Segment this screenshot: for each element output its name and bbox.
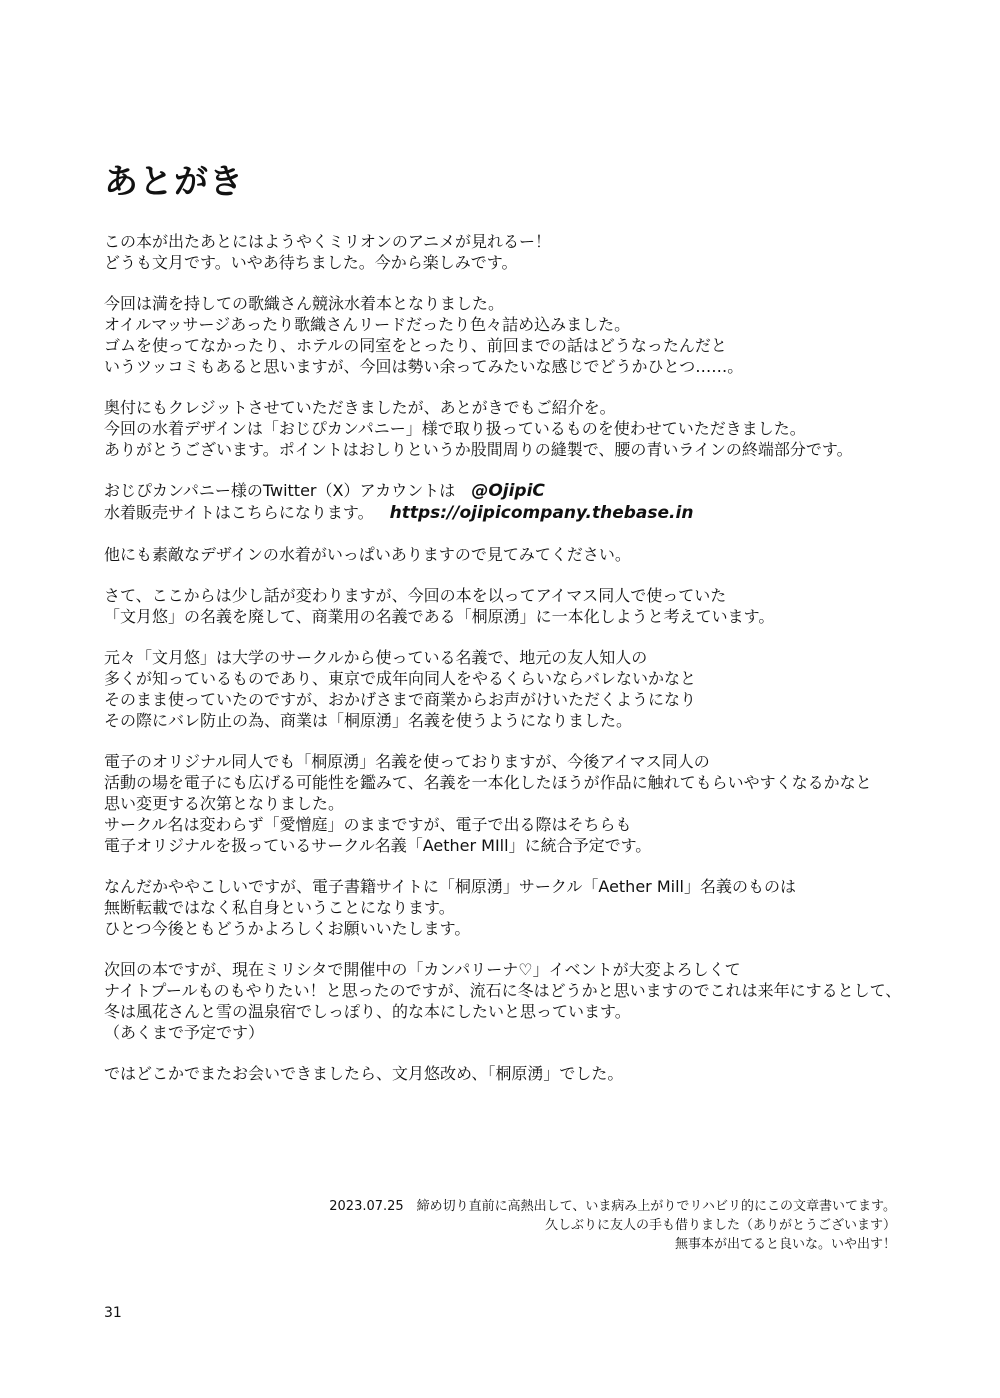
- text-line: 多くが知っているものであり、東京で成年向同人をやるくらいならバレないかなと: [104, 669, 697, 688]
- text-line: いうツッコミもあると思いますが、今回は勢い余ってみたいな感じでどうかひとつ……。: [104, 357, 744, 376]
- text-line: ありがとうございます。ポイントはおしりというか股間周りの縫製で、腰の青いラインの終端部分です。: [104, 440, 853, 459]
- text-line: なんだかややこしいですが、電子書籍サイトに「桐原湧」サークル「Aether Mill」名義のものは: [104, 877, 796, 896]
- paragraph: [104, 231, 964, 273]
- dated-footnote: [329, 1197, 896, 1254]
- shop-label: 水着販売サイトはこちらになります。: [104, 503, 374, 522]
- shop-row: [104, 502, 964, 524]
- text-line: 今回は満を持しての歌織さん競泳水着本となりました。: [104, 294, 505, 313]
- paragraph: [104, 397, 964, 460]
- text-line: ひとつ今後ともどうかよろしくお願いいたします。: [104, 919, 471, 938]
- text-line: オイルマッサージあったり歌織さんリードだったり色々詰め込みました。: [104, 315, 631, 334]
- footnote-line: 無事本が出てると良いな。いや出す！: [674, 1237, 896, 1252]
- paragraph: [104, 1063, 964, 1084]
- text-line: ではどこかでまたお会いできましたら、文月悠改め、「桐原湧」でした。: [104, 1064, 624, 1083]
- text-line: 活動の場を電子にも広げる可能性を鑑みて、名義を一本化したほうが作品に触れてもらいやすくなるかなと: [104, 773, 872, 792]
- text-line: 奥付にもクレジットさせていただきましたが、あとがきでもご紹介を。: [104, 398, 616, 417]
- text-line: 今回の水着デザインは「おじぴカンパニー」様で取り扱っているものを使わせていただきました。: [104, 419, 806, 438]
- text-line: （あくまで予定です）: [104, 1023, 265, 1042]
- text-line: 無断転載ではなく私自身ということになります。: [104, 898, 455, 917]
- text-line: その際にバレ防止の為、商業は「桐原湧」名義を使うようになりました。: [104, 711, 633, 730]
- text-line: 冬は風花さんと雪の温泉宿でしっぽり、的な本にしたいと思っています。: [104, 1002, 631, 1021]
- links-paragraph: [104, 480, 964, 524]
- paragraph: [104, 959, 964, 1043]
- text-line: さて、ここからは少し話が変わりますが、今回の本を以ってアイマス同人で使っていた: [104, 586, 727, 605]
- twitter-handle-link[interactable]: @OjipiC: [471, 481, 545, 501]
- text-line: ナイトプールものもやりたい！と思ったのですが、流石に冬はどうかと思いますのでこれは来年にするとして、: [104, 981, 902, 1000]
- text-line: 電子オリジナルを扱っているサークル名義「Aether MIll」に統合予定です。: [104, 836, 652, 855]
- paragraph: [104, 293, 964, 377]
- paragraph: [104, 585, 964, 627]
- text-line: この本が出たあとにはようやくミリオンのアニメが見れるー！: [104, 232, 552, 251]
- text-line: 思い変更する次第となりました。: [104, 794, 345, 813]
- twitter-label: おじぴカンパニー様のTwitter（X）アカウントは: [104, 481, 456, 500]
- text-line: どうも文月です。いやあ待ちました。今から楽しみです。: [104, 253, 518, 272]
- page-number: 31: [104, 1305, 122, 1321]
- paragraph: [104, 751, 964, 856]
- footnote-line: 2023.07.25 締め切り直前に高熱出して、いま病み上がりでリハビリ的にこの文章書いてます。: [329, 1199, 896, 1214]
- twitter-row: [104, 480, 964, 502]
- text-line: 次回の本ですが、現在ミリシタで開催中の「カンパリーナ♡」イベントが大変よろしくて: [104, 960, 741, 979]
- shop-url-link[interactable]: https://ojipicompany.thebase.in: [389, 503, 694, 523]
- paragraph: [104, 544, 964, 565]
- text-line: ゴムを使ってなかったり、ホテルの同室をとったり、前回までの話はどうなったんだと: [104, 336, 727, 355]
- paragraph: [104, 876, 964, 939]
- text-line: 元々「文月悠」は大学のサークルから使っている名義で、地元の友人知人の: [104, 648, 648, 667]
- text-line: 「文月悠」の名義を廃して、商業用の名義である「桐原湧」に一本化しようと考えています。: [104, 607, 775, 626]
- text-line: 電子のオリジナル同人でも「桐原湧」名義を使っておりますが、今後アイマス同人の: [104, 752, 710, 771]
- afterword-body: [104, 231, 964, 1104]
- paragraph: [104, 647, 964, 731]
- text-line: サークル名は変わらず「愛憎庭」のままですが、電子で出る際はそちらも: [104, 815, 632, 834]
- page-title: あとがき: [104, 162, 244, 202]
- text-line: 他にも素敵なデザインの水着がいっぱいありますので見てみてください。: [104, 545, 631, 564]
- footnote-line: 久しぶりに友人の手も借りました（ありがとうございます）: [544, 1218, 896, 1233]
- text-line: そのまま使っていたのですが、おかげさまで商業からお声がけいただくようになり: [104, 690, 697, 709]
